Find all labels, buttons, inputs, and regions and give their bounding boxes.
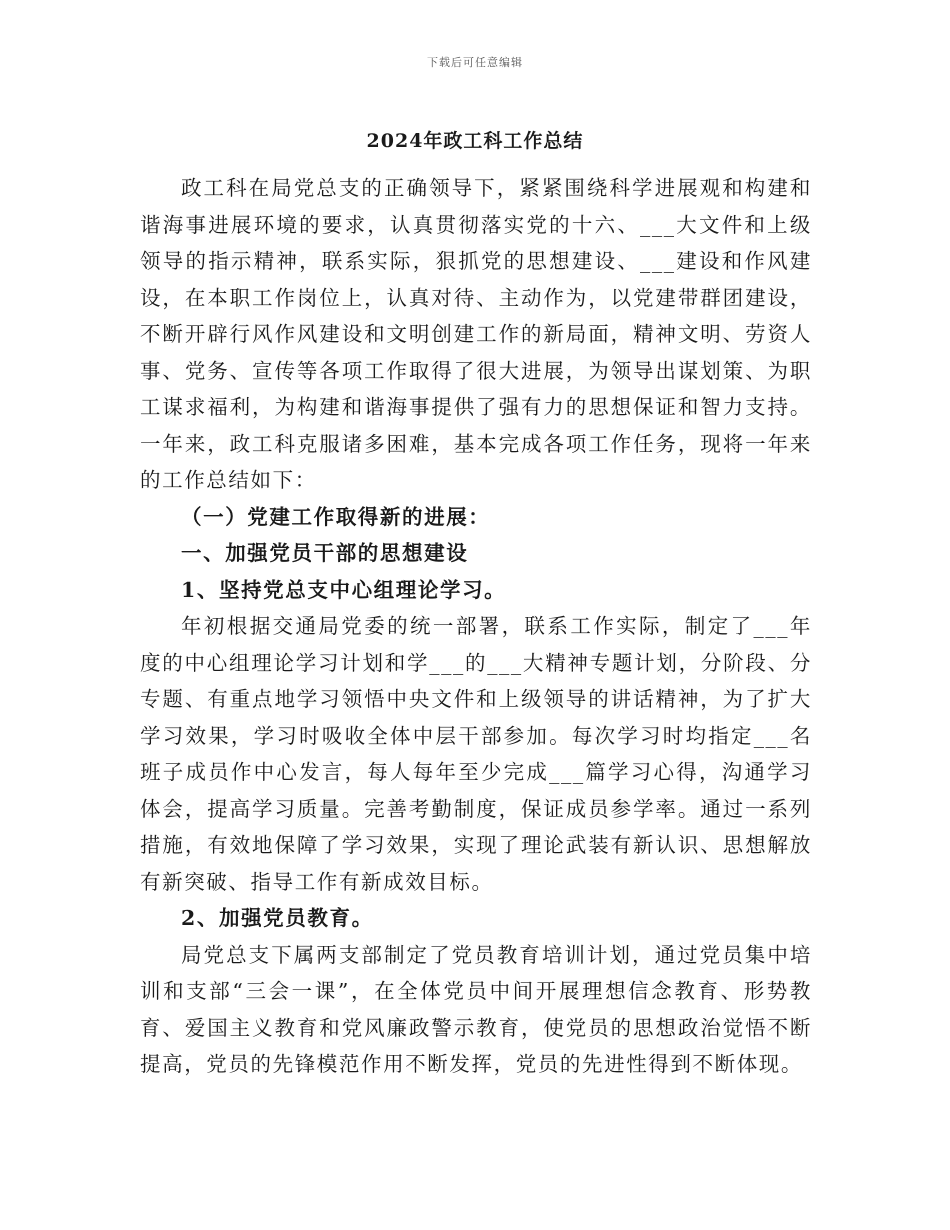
document-title: 2024年政工科工作总结 [366,130,584,152]
item-heading-member-education: 2、加强党员教育。 [181,906,374,930]
intro-paragraph: 政工科在局党总支的正确领导下，紧紧围绕科学进展观和构建和谐海事进展环境的要求，认真贯彻落实党的十六、___大文件和上级领导的指示精神，联系实际，狠抓党的思想建设、___建设和作风建设，在本职工作岗位上，认真对待、主动作为，以党建带群团建设，不断开辟行风作风建设和文明创建工作的新局面，精神文明、劳资人事、党务、宣传等各项工作取得了很大进展，为领导出谋划策、为职工谋求福利，为构建和谐海事提供了强有力的思想保证和智力支持。一年来，政工科克服诸多困难，基本完成各项工作任务，现将一年来的工作总结如下： [140,176,812,492]
document-body [140,170,812,1083]
subsection-heading-ideological: 一、加强党员干部的思想建设 [181,541,469,565]
section-heading-party-building: （一）党建工作取得新的进展： [181,504,491,529]
header-note: 下载后可任意编辑 [427,56,523,69]
item-body-member-education: 局党总支下属两支部制定了党员教育培训计划，通过党员集中培训和支部“三会一课”，在全体党员中间开展理想信念教育、形势教育、爱国主义教育和党风廉政警示教育，使党员的思想政治觉悟不断提高，党员的先锋模范作用不断发挥，党员的先进性得到不断体现。 [140,942,812,1076]
item-body-theory-study: 年初根据交通局党委的统一部署，联系工作实际，制定了___年度的中心组理论学习计划和学___的___大精神专题计划，分阶段、分专题、有重点地学习领悟中央文件和上级领导的讲话精神，为了扩大学习效果，学习时吸收全体中层干部参加。每次学习时均指定___名班子成员作中心发言，每人每年至少完成___篇学习心得，沟通学习体会，提高学习质量。完善考勤制度，保证成员参学率。通过一系列措施，有效地保障了学习效果，实现了理论武装有新认识、思想解放有新突破、指导工作有新成效目标。 [140,614,812,894]
item-heading-theory-study: 1、坚持党总支中心组理论学习。 [181,577,507,602]
